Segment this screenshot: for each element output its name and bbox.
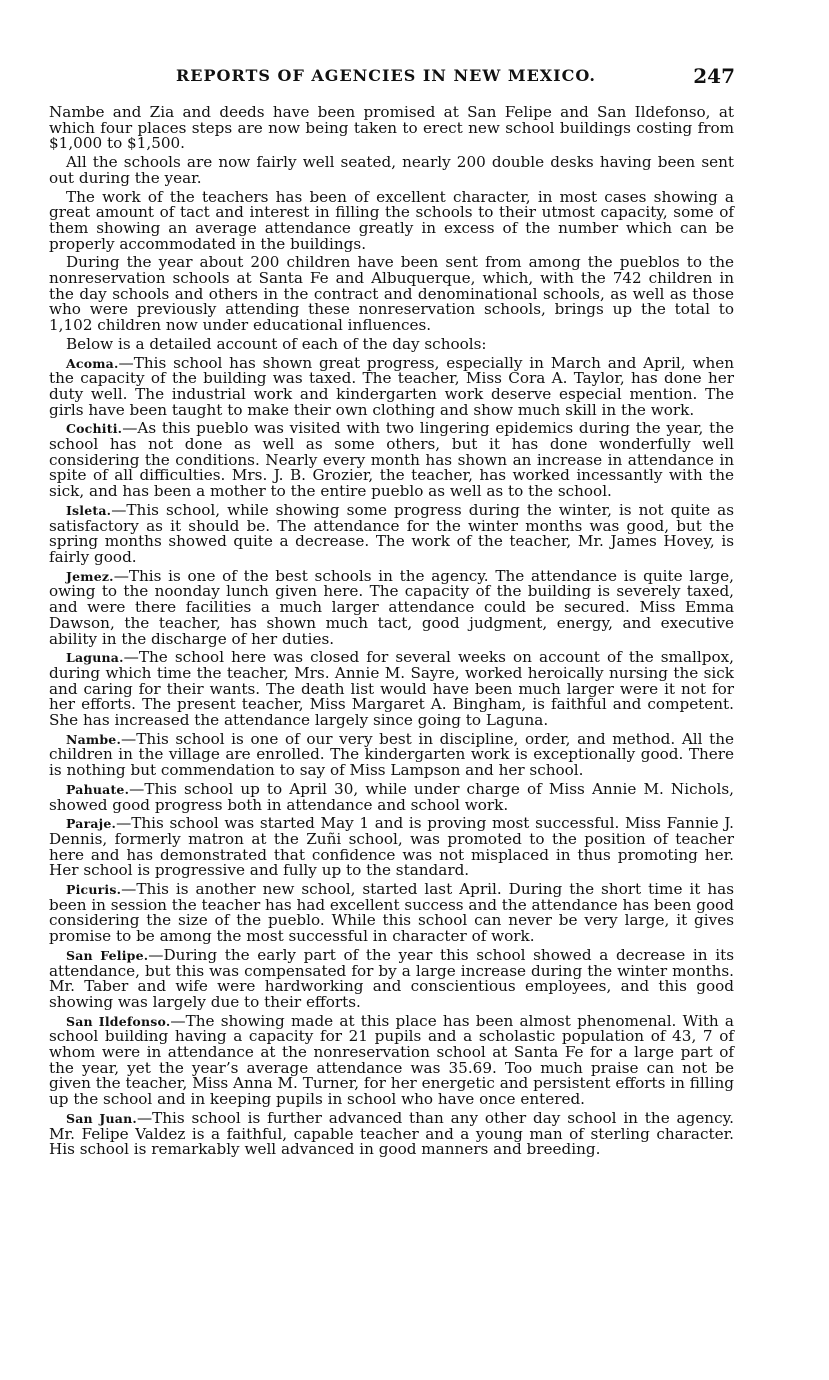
school-text: —The showing made at this place has been almost phenomenal. With a school building having a capacity for 21 pupils and a scholastic population of 43, 7 of whom were in attendance at the nonreservation school at Santa Fe for a large part of the year, yet the year’s average attendance was 35.69. Too much praise can not be given the teacher, Miss Anna M. Turner, for her energetic and persistent efforts in filling up the school and in keeping pupils in school who have once entered.	[49, 1011, 734, 1109]
school-entry-picuris	[49, 882, 734, 945]
school-name: Paraje.	[66, 816, 117, 832]
school-name: Nambe.	[66, 731, 121, 747]
school-name: San Ildefonso.	[66, 1013, 171, 1029]
school-entry-san-juan	[49, 1108, 734, 1159]
school-name: Pahuate.	[66, 781, 130, 797]
school-name: San Juan.	[66, 1110, 137, 1126]
school-text: —During the early part of the year this school showed a decrease in its attendance, but this was compensated for by a large increase during the winter months. Mr. Taber and wife were hardworking and conscientious employees, and this good showing was largely due to their efforts.	[49, 945, 734, 1011]
school-entry-nambe	[49, 729, 734, 780]
school-text: —The school here was closed for several weeks on account of the smallpox, during which time the teacher, Mrs. Annie M. Sayre, worked heroically nursing the sick and caring for their wants. The death list would have been much larger were it not for her efforts. The present teacher, Miss Margaret A. Bingham, is faithful and competent. She has increased the attendance largely since going to Laguna.	[49, 648, 734, 730]
school-entry-acoma	[49, 353, 734, 419]
school-text: —As this pueblo was visited with two lingering epidemics during the year, the school has not done as well as some others, but it has done wonderfully well considering the conditions. Nearly every month has shown an increase in attendance in spite of all difficulties. Mrs. J. B. Grozier, the teacher, has worked incessantly with the sick, and has been a mother to the entire pueblo as well as to the school.	[49, 419, 734, 501]
school-entry-jemez	[49, 566, 734, 648]
running-head: REPORTS OF AGENCIES IN NEW MEXICO.	[176, 66, 596, 85]
page-header	[50, 64, 740, 88]
school-entry-san-ildefonso	[49, 1011, 734, 1109]
school-text: —This is one of the best schools in the agency. The attendance is quite large, owing to the noonday lunch given here. The capacity of the building is severely taxed, and were there facilities a much larger attendance could be secured. Miss Emma Dawson, the teacher, has shown much tact, good judgment, energy, and executive ability in the discharge of her duties.	[49, 566, 734, 648]
report-body	[49, 105, 734, 1161]
school-entry-san-felipe	[49, 945, 734, 1011]
paragraph: Below is a detailed account of each of the day schools:	[66, 334, 487, 353]
school-entry-cochiti	[49, 421, 734, 500]
school-text: —This school was started May 1 and is proving most successful. Miss Fannie J. Dennis, formerly matron at the Zuñi school, was promoted to the position of teacher here and has demonstrated that confidence was not misplaced in thus promoting her. Her school is progressive and fully up to the standard.	[49, 814, 734, 880]
school-name: Laguna.	[66, 650, 124, 666]
school-text: —This school is further advanced than any other day school in the agency. Mr. Felipe Valdez is a faithful, capable teacher and a young man of sterling character. His school is remarkably well advanced in good manners and breeding.	[49, 1108, 734, 1159]
school-entry-isleta	[49, 500, 734, 566]
school-text: —This school, while showing some progress during the winter, is not quite as satisfactory as it should be. The attendance for the winter months was good, but the spring months showed quite a decrease. The work of the teacher, Mr. James Hovey, is fairly good.	[49, 500, 734, 566]
school-text: —This school up to April 30, while under charge of Miss Annie M. Nichols, showed good progress both in attendance and school work.	[49, 779, 734, 814]
school-entry-paraje	[49, 816, 734, 879]
paragraph: Nambe and Zia and deeds have been promised at San Felipe and San Ildefonso, at which four places steps are now being taken to erect new school buildings costing from $1,000 to $1,500.	[49, 103, 734, 153]
school-text: —This school is one of our very best in discipline, order, and method. All the children in the village are enrolled. The kindergarten work is exceptionally good. There is nothing but commendation to say of Miss Lampson and her school.	[49, 729, 734, 780]
page-number: 247	[693, 64, 735, 88]
school-name: Cochiti.	[66, 421, 123, 437]
paragraph: The work of the teachers has been of excellent character, in most cases showing a great amount of tact and interest in filling the schools to their utmost capacity, some of them showing an average attendance greatly in excess of the number which can be properly accommodated in the buildings.	[49, 187, 734, 253]
school-text: —This school has shown great progress, especially in March and April, when the capacity of the building was taxed. The teacher, Miss Cora A. Taylor, has done her duty well. The industrial work and kindergarten work deserve especial mention. The girls have been taught to make their own clothing and show much skill in the work.	[49, 353, 734, 419]
paragraph: All the schools are now fairly well seated, nearly 200 double desks having been sent out during the year.	[49, 153, 734, 187]
school-name: San Felipe.	[66, 947, 149, 963]
school-entry-laguna	[49, 650, 734, 729]
school-name: Isleta.	[66, 502, 112, 518]
paragraph: During the year about 200 children have been sent from among the pueblos to the nonreservation schools at Santa Fe and Albuquerque, which, with the 742 children in the day schools and others in the contract and denominational schools, as well as those who were previously attending these nonreservation schools, brings up the total to 1,102 children now under educational influences.	[49, 253, 734, 335]
school-entry-pahuate	[49, 779, 734, 814]
school-name: Acoma.	[66, 355, 119, 371]
school-text: —This is another new school, started last April. During the short time it has been in session the teacher has had excellent success and the attendance has been good considering the size of the pueblo. While this school can never be very large, it gives promise to be among the most successful in character of work.	[49, 880, 734, 946]
school-name: Jemez.	[66, 568, 114, 584]
school-name: Picuris.	[66, 882, 122, 898]
